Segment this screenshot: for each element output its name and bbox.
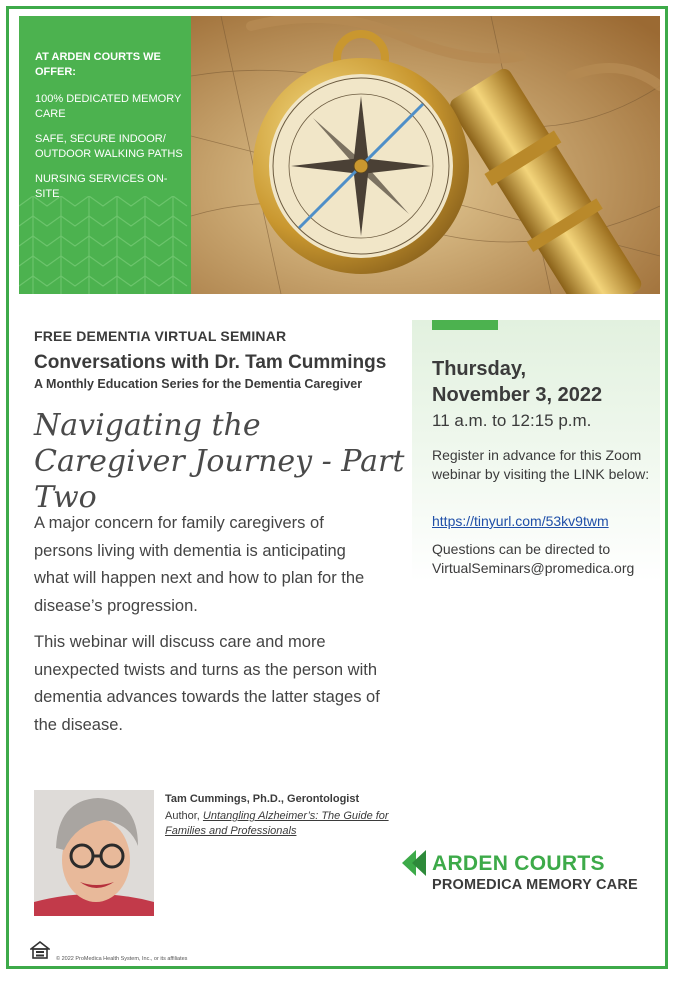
registration-link[interactable]: https://tinyurl.com/53kv9twm (432, 513, 609, 529)
presenter-name: Tam Cummings, Ph.D., Gerontologist (165, 793, 360, 805)
logo-name: ARDEN COURTS (432, 852, 605, 875)
presenter-photo (34, 790, 154, 916)
seminar-eyebrow: FREE DEMENTIA VIRTUAL SEMINAR (34, 328, 287, 344)
description-paragraph: A major concern for family caregivers of persons living with dementia is anticipating what will happen next and how to plan for the disease’s progression. (34, 514, 365, 615)
presenter-author (165, 809, 405, 839)
event-panel (412, 320, 660, 582)
description-paragraph: This webinar will discuss care and more unexpected twists and turns as the person with dementia advances towards the latter stages of the disease. (34, 633, 380, 734)
offer-item: SAFE, SECURE INDOOR/ OUTDOOR WALKING PATHS (35, 133, 183, 160)
offer-item: NURSING SERVICES ON-SITE (35, 173, 168, 200)
questions-text: Questions can be directed to VirtualSeminars@promedica.org (432, 541, 635, 576)
compass-photo (191, 16, 660, 294)
register-text: Register in advance for this Zoom webinar by visiting the LINK below: (432, 447, 650, 482)
series-title: Conversations with Dr. Tam Cummings (34, 352, 387, 373)
equal-housing-icon (30, 941, 50, 959)
arden-courts-logo-icon (402, 850, 426, 876)
offer-item: 100% DEDICATED MEMORY CARE (35, 93, 182, 120)
book-title: Untangling Alzheimer’s: The Guide for Families and Professionals (165, 810, 389, 837)
copyright: © 2022 ProMedica Health System, Inc., or its affiliates (56, 956, 188, 962)
author-prefix: Author, (165, 810, 203, 822)
offer-panel (19, 16, 191, 294)
series-subtitle: A Monthly Education Series for the Dementia Caregiver (34, 377, 363, 391)
accent-bar (432, 320, 498, 330)
event-day: Thursday, (432, 358, 527, 380)
logo-tagline: PROMEDICA MEMORY CARE (432, 877, 638, 893)
event-date: November 3, 2022 (432, 384, 603, 406)
seminar-title: Navigating the Caregiver Journey - Part Two (34, 408, 405, 515)
event-time: 11 a.m. to 12:15 p.m. (432, 411, 592, 430)
offer-heading: AT ARDEN COURTS WE OFFER: (35, 51, 161, 78)
